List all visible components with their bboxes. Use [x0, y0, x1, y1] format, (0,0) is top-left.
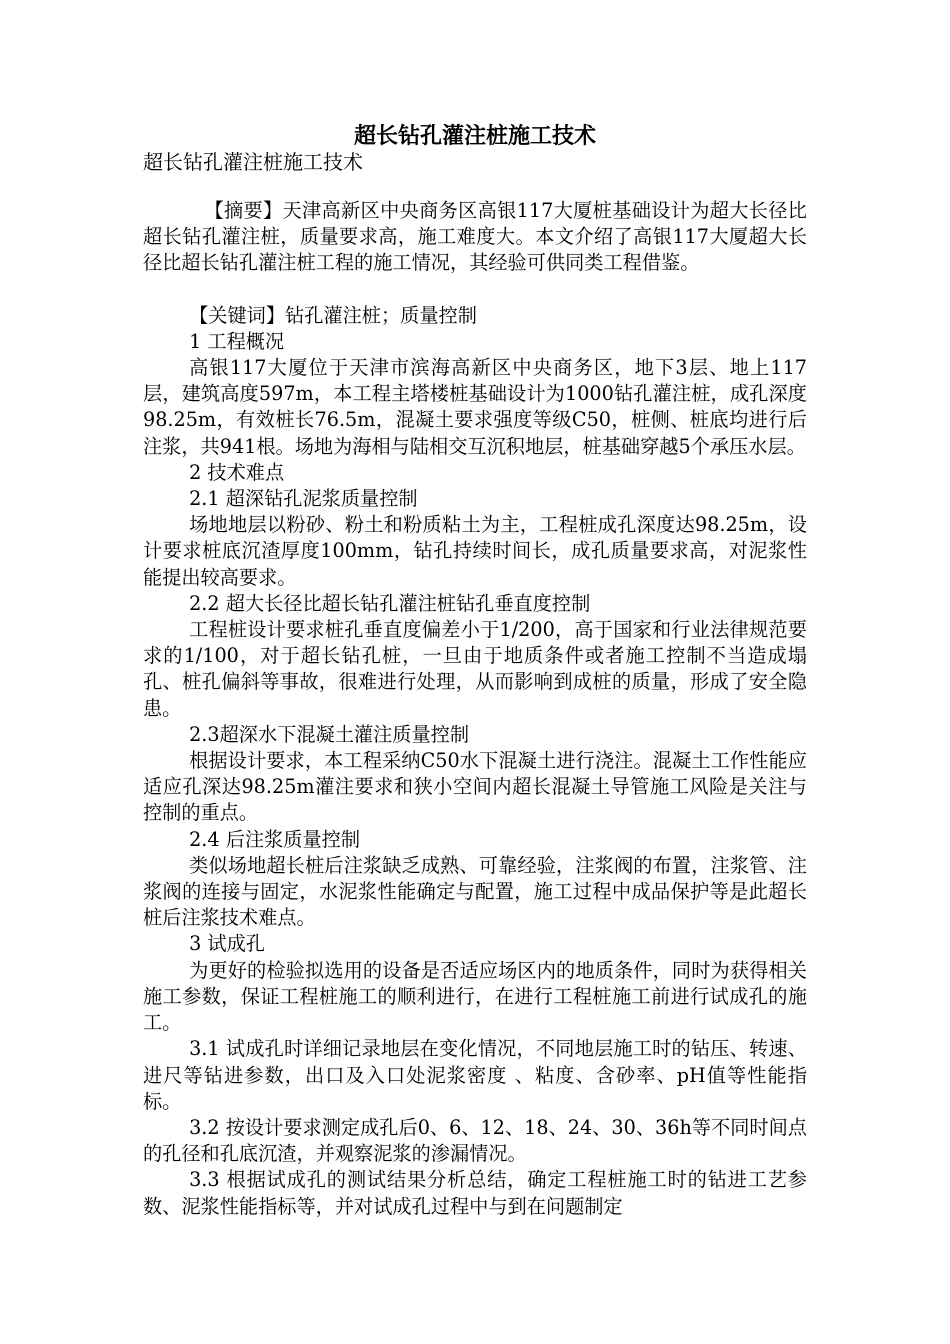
- body-paragraph: 工程桩设计要求桩孔垂直度偏差小于1/200，高于国家和行业法律规范要求的1/100，对于超长钻孔桩，一旦由于地质条件或者施工控制不当造成塌孔、桩孔偏斜等事故，很难进行处理，从而影响到成桩的质量，形成了安全隐患。: [143, 618, 807, 720]
- body-paragraph: 为更好的检验拟选用的设备是否适应场区内的地质条件，同时为获得相关施工参数，保证工程桩施工的顺利进行，在进行工程桩施工前进行试成孔的施工。: [143, 958, 807, 1035]
- section-heading: 2 技术难点: [189, 460, 285, 484]
- body-paragraph: 3.3 根据试成孔的测试结果分析总结，确定工程桩施工时的钻进工艺参数、泥浆性能指标等，并对试成孔过程中与到在问题制定: [143, 1168, 807, 1218]
- subsection-heading: 2.2 超大长径比超长钻孔灌注桩钻孔垂直度控制: [189, 591, 591, 615]
- document-body: [143, 198, 807, 1220]
- body-paragraph: 3.2 按设计要求测定成孔后0、6、12、18、24、30、36h等不同时间点的孔径和孔底沉渣，并观察泥浆的渗漏情况。: [143, 1115, 807, 1166]
- abstract-paragraph: 【摘要】天津高新区中央商务区高银117大厦桩基础设计为超大长径比超长钻孔灌注桩，质量要求高，施工难度大。本文介绍了高银117大厦超大长径比超长钻孔灌注桩工程的施工情况，其经验可供同类工程借鉴。: [143, 199, 807, 275]
- paragraph-gap: [143, 277, 807, 303]
- body-paragraph: 场地地层以粉砂、粉土和粉质粘土为主，工程桩成孔深度达98.25m，设计要求桩底沉渣厚度100mm，钻孔持续时间长，成孔质量要求高，对泥浆性能提出较高要求。: [143, 513, 807, 589]
- body-paragraph: 高银117大厦位于天津市滨海高新区中央商务区，地下3层、地上117层，建筑高度597m，本工程主塔楼桩基础设计为1000钻孔灌注桩，成孔深度98.25m，有效桩长76.5m，混凝土要求强度等级C50，桩侧、桩底均进行后注浆，共941根。场地为海相与陆相交互沉积地层，桩基础穿越5个承压水层。: [143, 356, 807, 458]
- document-subtitle: 超长钻孔灌注桩施工技术: [143, 150, 363, 174]
- body-paragraph: 类似场地超长桩后注浆缺乏成熟、可靠经验，注浆阀的布置，注浆管、注浆阀的连接与固定，水泥浆性能确定与配置，施工过程中成品保护等是此超长桩后注浆技术难点。: [143, 853, 807, 930]
- document-title: 超长钻孔灌注桩施工技术: [353, 123, 596, 149]
- keywords-line: 【关键词】钻孔灌注桩；质量控制: [189, 303, 477, 327]
- subsection-heading: 2.1 超深钻孔泥浆质量控制: [189, 487, 418, 511]
- subsection-heading: 2.4 后注浆质量控制: [189, 827, 361, 851]
- body-paragraph: 3.1 试成孔时详细记录地层在变化情况，不同地层施工时的钻压、转速、进尺等钻进参数，出口及入口处泥浆密度 、粘度、含砂率、pH值等性能指标。: [143, 1037, 807, 1113]
- body-paragraph: 根据设计要求，本工程采纳C50水下混凝土进行浇注。混凝土工作性能应适应孔深达98.25m灌注要求和狭小空间内超长混凝土导管施工风险是关注与控制的重点。: [143, 749, 807, 825]
- subsection-heading: 2.3超深水下混凝土灌注质量控制: [189, 722, 470, 746]
- section-heading: 1 工程概况: [189, 329, 285, 353]
- section-heading: 3 试成孔: [189, 932, 265, 956]
